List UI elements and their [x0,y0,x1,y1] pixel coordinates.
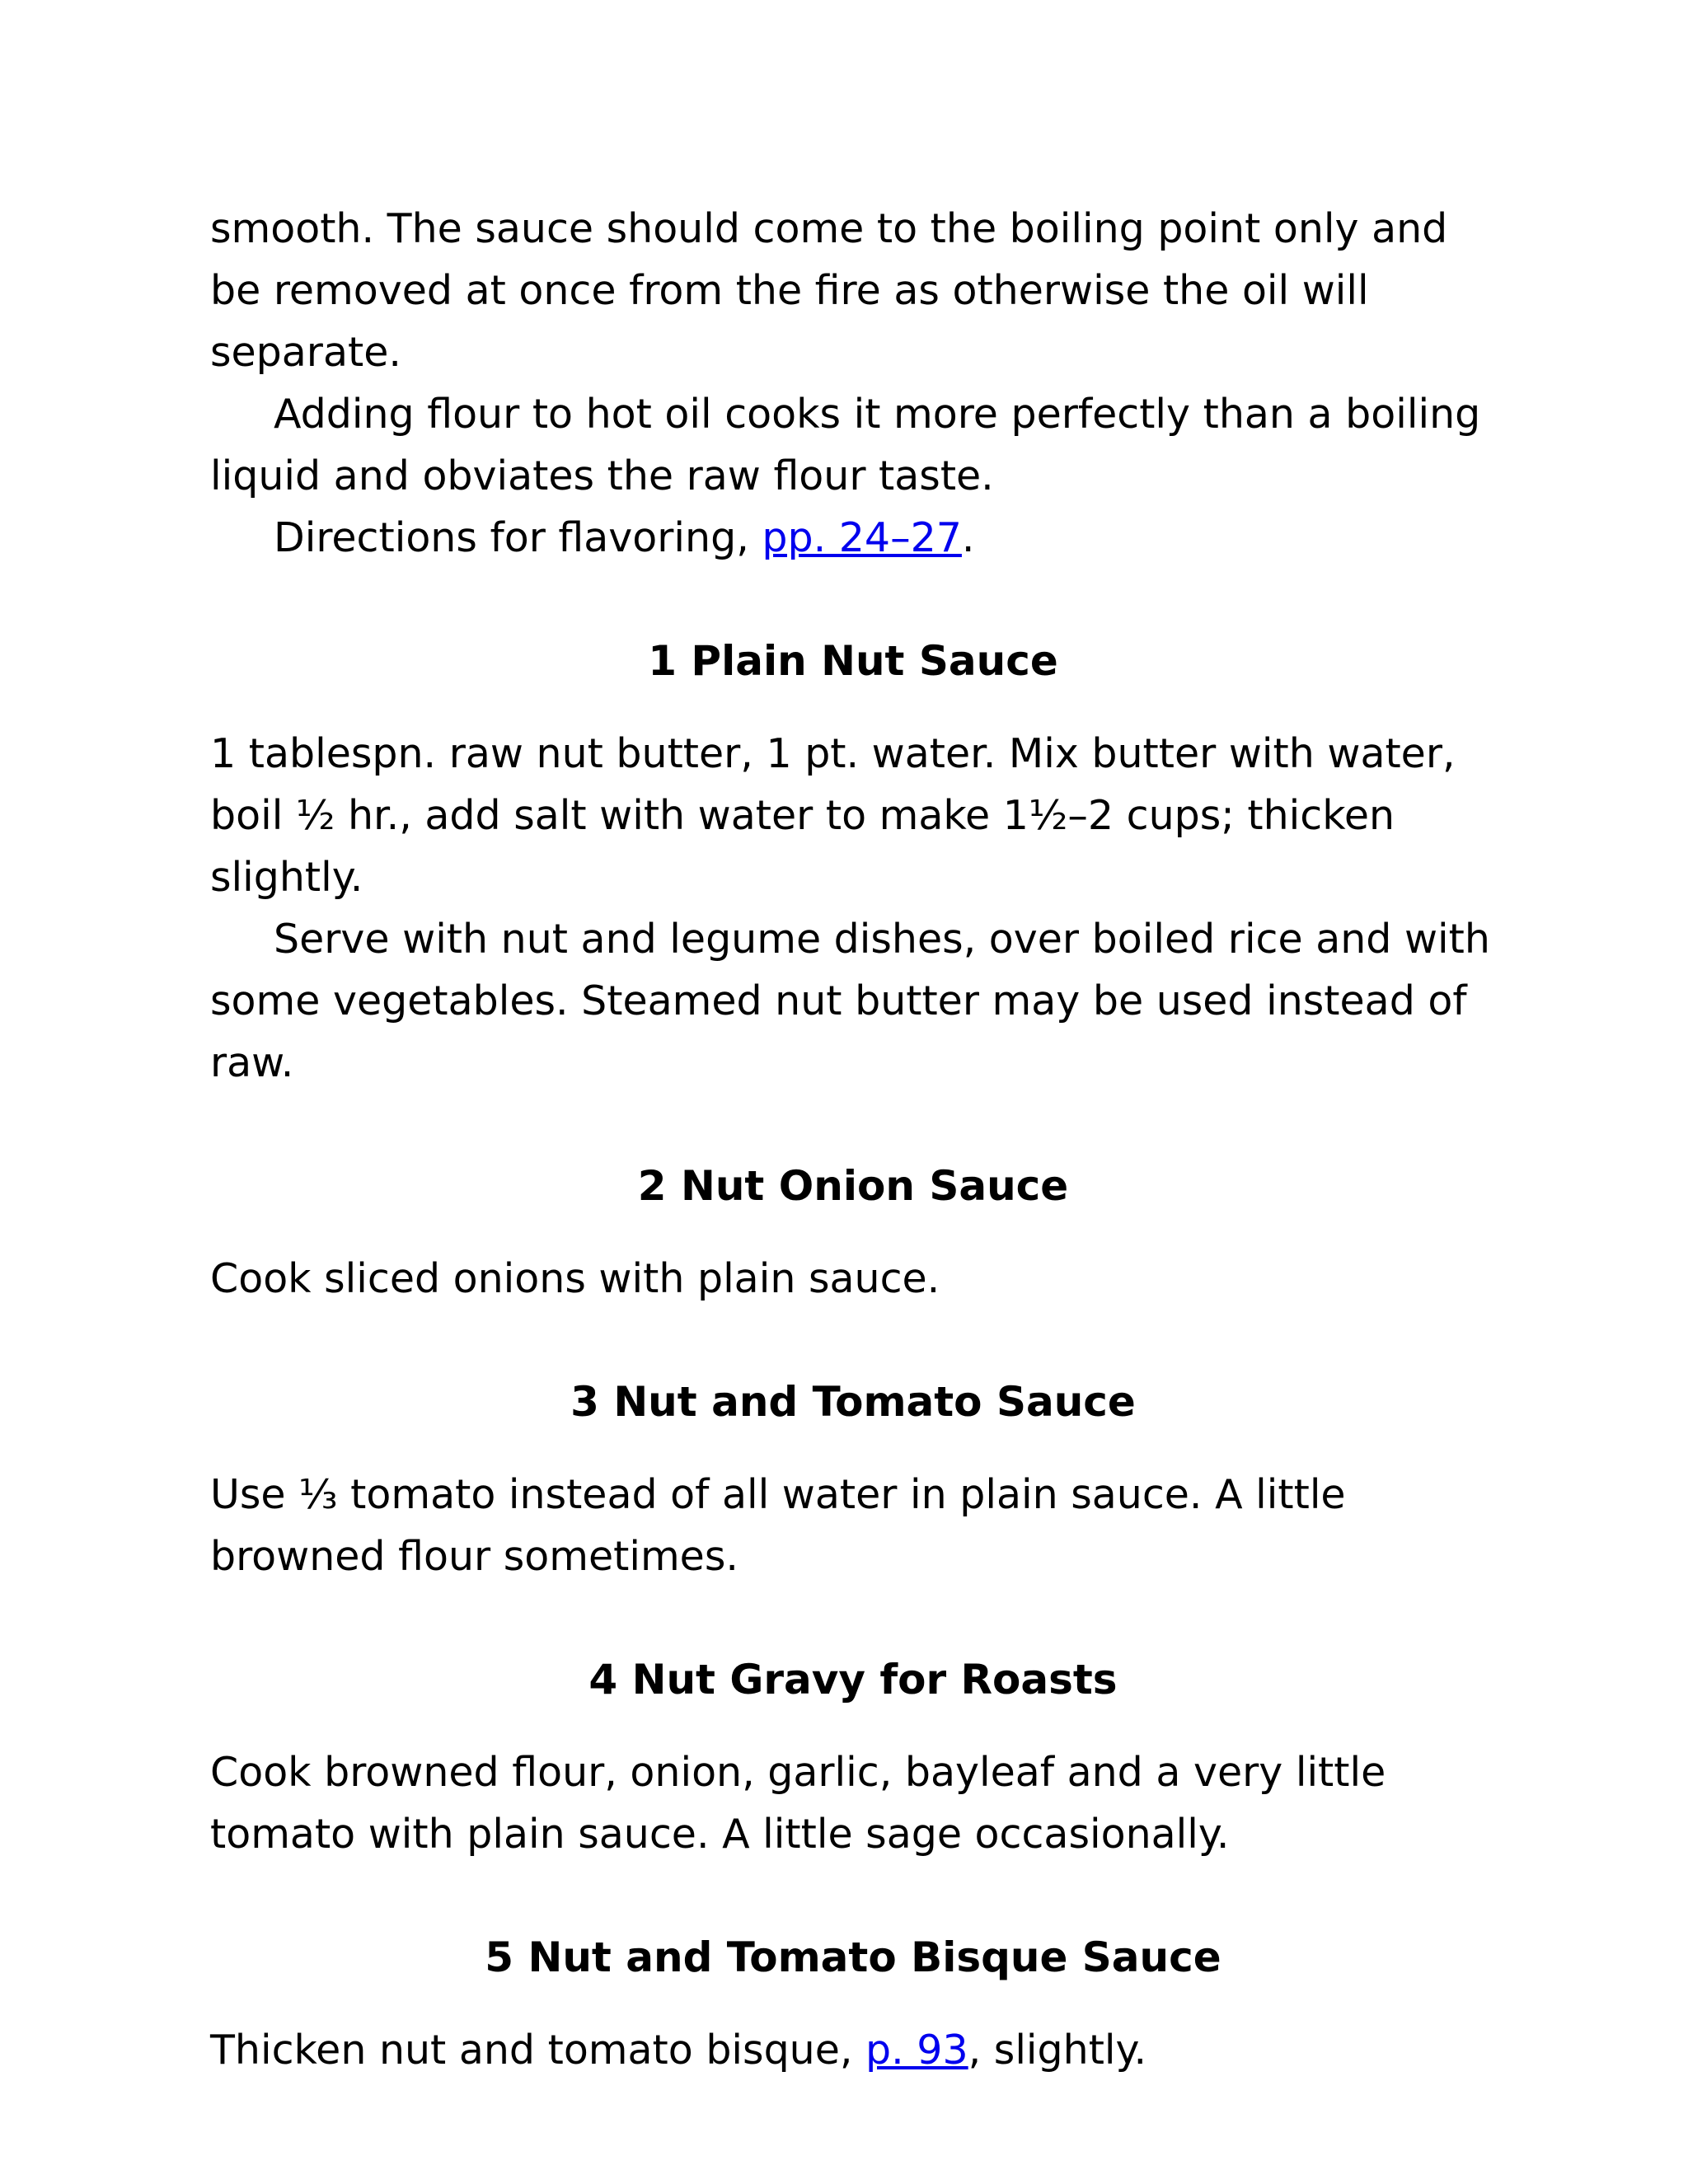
document-page [210,198,1496,2081]
recipe-2-title: 2 Nut Onion Sauce [637,1162,1069,1210]
recipe-4-title: 4 Nut Gravy for Roasts [588,1656,1118,1704]
recipe-1-paragraph-2: Serve with nut and legume dishes, over boiled rice and with some vegetables. Steamed nut butter may be used instead of raw. [210,916,1490,1086]
recipe-5-title: 5 Nut and Tomato Bisque Sauce [485,1933,1221,1981]
intro-paragraph-1: smooth. The sauce should come to the boiling point only and be removed at once from the fire as otherwise the oil will separate. [210,205,1448,376]
recipe-4-paragraph: Cook browned flour, onion, garlic, bayleaf and a very little tomato with plain sauce. A little sage occasionally. [210,1749,1386,1858]
recipe-1-paragraph-1: 1 tablespn. raw nut butter, 1 pt. water. Mix butter with water, boil ½ hr., add salt with water to make 1½–2 cups; thicken slightly. [210,730,1456,901]
flavoring-text: Directions for flavoring, [274,514,762,561]
intro-paragraph-2: Adding flour to hot oil cooks it more perfectly than a boiling liquid and obviates the raw flour taste. [210,391,1481,499]
flavoring-pages-link[interactable]: pp. 24–27 [762,514,962,561]
recipe-5-paragraph [210,2019,1496,2081]
flavoring-period: . [961,514,975,561]
recipe-3-title: 3 Nut and Tomato Sauce [570,1378,1136,1426]
bisque-text-end: , slightly. [968,2027,1147,2074]
recipe-2-paragraph: Cook sliced onions with plain sauce. [210,1255,940,1302]
recipe-3-paragraph: Use ⅓ tomato instead of all water in plain sauce. A little browned flour sometimes. [210,1471,1346,1580]
bisque-text: Thicken nut and tomato bisque, [210,2027,866,2074]
recipe-1-title: 1 Plain Nut Sauce [648,637,1058,685]
intro-paragraph-3 [210,507,1496,569]
bisque-page-link[interactable]: p. 93 [865,2027,968,2074]
